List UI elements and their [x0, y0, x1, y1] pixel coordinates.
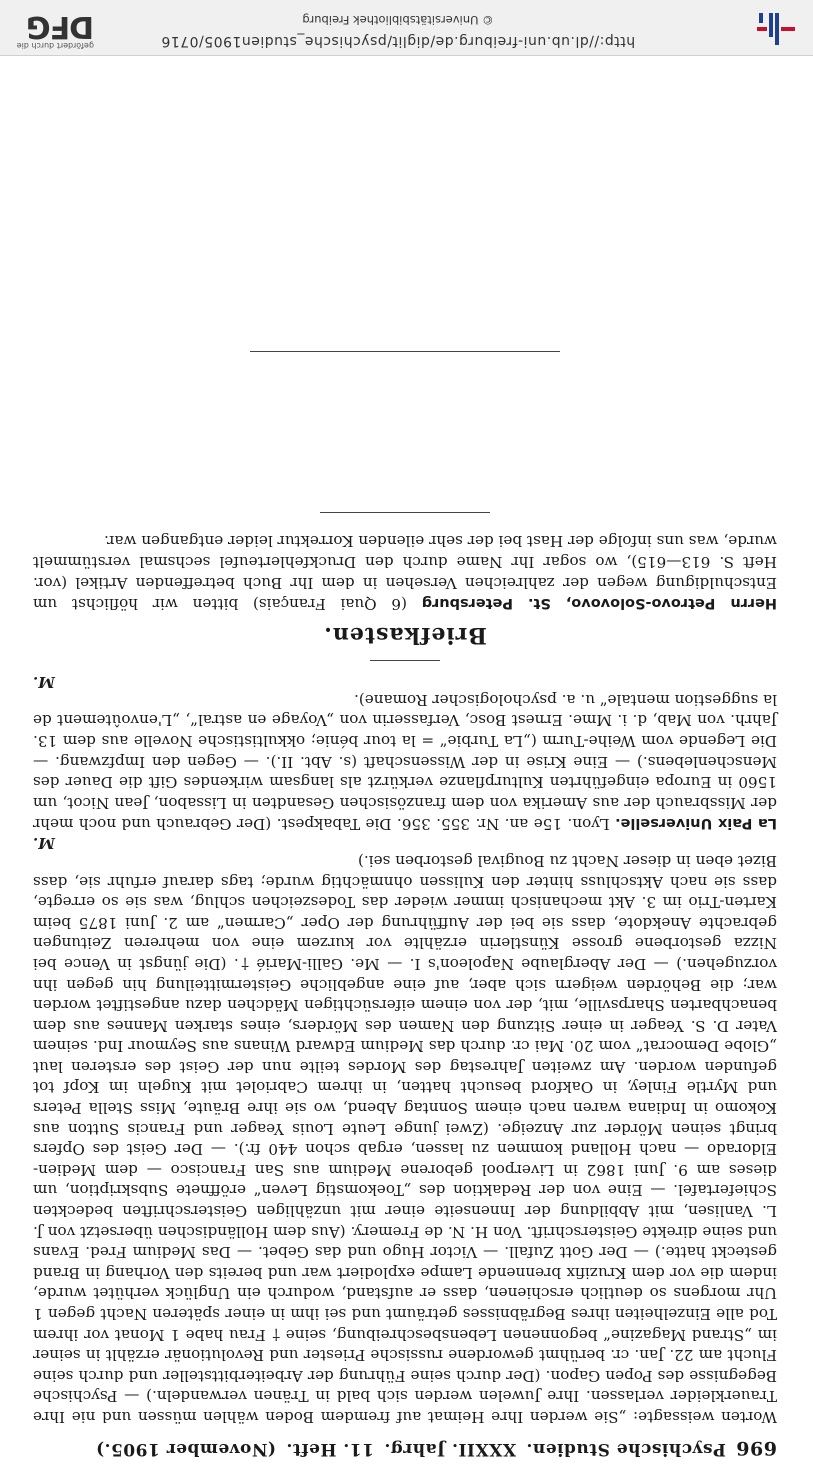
copyright: © Universitätsbibliothek Freiburg: [302, 13, 494, 27]
section-title: Briefkasten.: [323, 622, 487, 649]
article-2-text: Lyon. 15e an. Nr. 355. 356. Die Tabakpest. (Der Gebrauch und noch mehr der Missbrauch der aus Amerika von dem französischen Gesandten in Lissabon, Jean Nicot, um 1560 in Europa eingeführten Kulturpflanze verkürzt als langsam wirkendes Gift die Dauer des Menschenlebens.) — Eine Krise in der Wissenschaft (s. Abt. II.). — Gegen den Impfzwang. — Die Legende vom Weihe-Turm („La Turbie“ = la tour bénie; okkultistische Novelle aus dem 13. Jahrh. von Mab, d. i. Mme. Ernest Bosc, Verfasserin von „Voyage en astral“, „L'envoûtement de la suggestion mentale“ u. a. psychologischer Romane).: [32, 690, 777, 834]
article-1-signature: M.: [33, 834, 55, 853]
issue: 11. Heft.: [286, 1439, 374, 1459]
issue-date: (November 1905.): [95, 1439, 276, 1459]
journal-title: Psychische Studien.: [525, 1439, 726, 1459]
divider-short: [370, 660, 440, 661]
divider-long: [250, 351, 560, 352]
article-2-paragraph: [33, 689, 777, 834]
footer-center: [133, 13, 663, 49]
page-number: 696: [735, 1437, 777, 1459]
article-body-1: [33, 850, 777, 1427]
article-1-paragraph: Worten weissagte: „Sie werden Ihre Heimat auf fremdem Boden wählen müssen und nie Ihre Trauerkleider verlassen. Ihre Juwelen werden sich bald in Tränen verwandeln.) — Psychische Begegnisse des Popen Gapon. (Der durch seine Führung der Arbeiterbittsteller und durch seine Flucht am 22. Jan. cr. berühmt gewordene russische Priester und Revolutionär erzählt in seiner im „Strand Magazine“ begonnenen Lebensbeschreibung, seine † Frau habe 1 Monat vor ihrem Tod alle Einzelheiten ihres Begräbnisses geträumt und sei ihm in einer späteren Nacht gegen 1 Uhr morgens so deutlich erschienen, dass er aufstand, wodurch ein Unglück verhütet wurde, indem die vor dem Kruzifix brennende Lampe explodiert war und bereits den Vorhang in Brand gesteckt hatte.) — Der Gott Zufall. — Victor Hugo und das Gebet. — Das Medium Fred. Evans und seine direkte Geisterschrift. Von H. N. de Fremery. (Aus dem Holländischen übersetzt von J. L. Vanlisen, mit Abbildung der Innenseite einer mit unzähligen Geisterschriften bedeckten Schiefertafel. — Eine von der Redaktion des „Toekomstig Leven“ eröffnete Subskription, um dieses am 9. Juni 1862 in Liverpool geborene Medium aus San Francisco — dem Medien-Eldorado — nach Holland kommen zu lassen, ergab schon 440 fr.). — Der Geist des Opfers bringt seinen Mörder zur Anzeige. (Zwei junge Leute Louis Yeager und Francis Sutton aus Kokomo in Indiana waren nach einem Sonntag Abend, wo sie ihre Bräute, Miss Stella Peters und Myrtle Finley, in Oakford besucht hatten, in ihrem Cabriolet mit Kugeln im Kopf tot gefunden worden. Am zweiten Jahrestag des Mordes teilte nun der Geist des ersteren laut „Globe Democrat“ vom 20. Mai cr. durch das Medium Edward Winans aus Seymour Ind. seinem Vater D. S. Yeager in einer Sitzung den Namen des Mörders, eines starken Mannes aus dem benachbarten Sharpsville, mit, der von einem eifersüchtigen Mädchen dazu angestiftet worden war; die Behörden weigern sich aber, auf eine angebliche Geistermitteilung hin gegen ihn vorzugehen.) — Der Aberglaube Napoleon's I. — Me. Galli-Marié †. (Die jüngst in Vence bei Nizza gestorbene grosse Künstlerin erzählte vor kurzem eine von mehreren Zeitungen gebrachte Anekdote, dass sie bei der Aufführung der Oper „Carmen“ am 2. Juni 1875 beim Karten-Trio im 3. Akt mechanisch immer wieder das Todeszeichen schlug, was sie so erregte, dass sie nach Aktschluss hinter den Kulissen ohnmächtig wurde; tags darauf erfuhr sie, dass Bizet eben in dieser Nacht zu Bougival gestorben sei.): [33, 851, 777, 1426]
ub-freiburg-logo-icon[interactable]: [755, 9, 799, 49]
briefkasten-text: (6 Quai Français) bitten wir höflichst um Entschuldigung wegen der zahlreichen Versehen in dem Ihr Buch betreffenden Artikel (vor. Heft S. 613—615), wo sogar Ihr Name durch den Druckfehlerteufel sechsmal verstümmelt wurde, was uns infolge der Hast bei der sehr eilenden Korrektur leider entgangen war.: [32, 532, 777, 614]
briefkasten-lead: Herrn Petrovo-Solovovo, St. Petersburg: [421, 595, 777, 612]
divider-mid: [320, 512, 490, 513]
dfg-logo-text: DFG: [26, 9, 94, 44]
running-head: [33, 1437, 777, 1459]
briefkasten-paragraph: [33, 531, 777, 614]
library-footer: [0, 0, 813, 56]
dfg-logo[interactable]: [8, 6, 94, 50]
article-body-2: [33, 689, 777, 834]
volume: XXXII. Jahrg.: [383, 1439, 516, 1459]
article-2-signature: M.: [33, 673, 55, 692]
dfg-logo-subtitle: gefördert durch die: [16, 41, 94, 50]
permalink[interactable]: http://dl.ub.uni-freiburg.de/diglit/psychische_studien1905/0716: [160, 33, 636, 49]
article-2-lead: La Paix Universelle.: [615, 815, 777, 832]
briefkasten-body: [33, 531, 777, 614]
document-page: [33, 351, 777, 1459]
